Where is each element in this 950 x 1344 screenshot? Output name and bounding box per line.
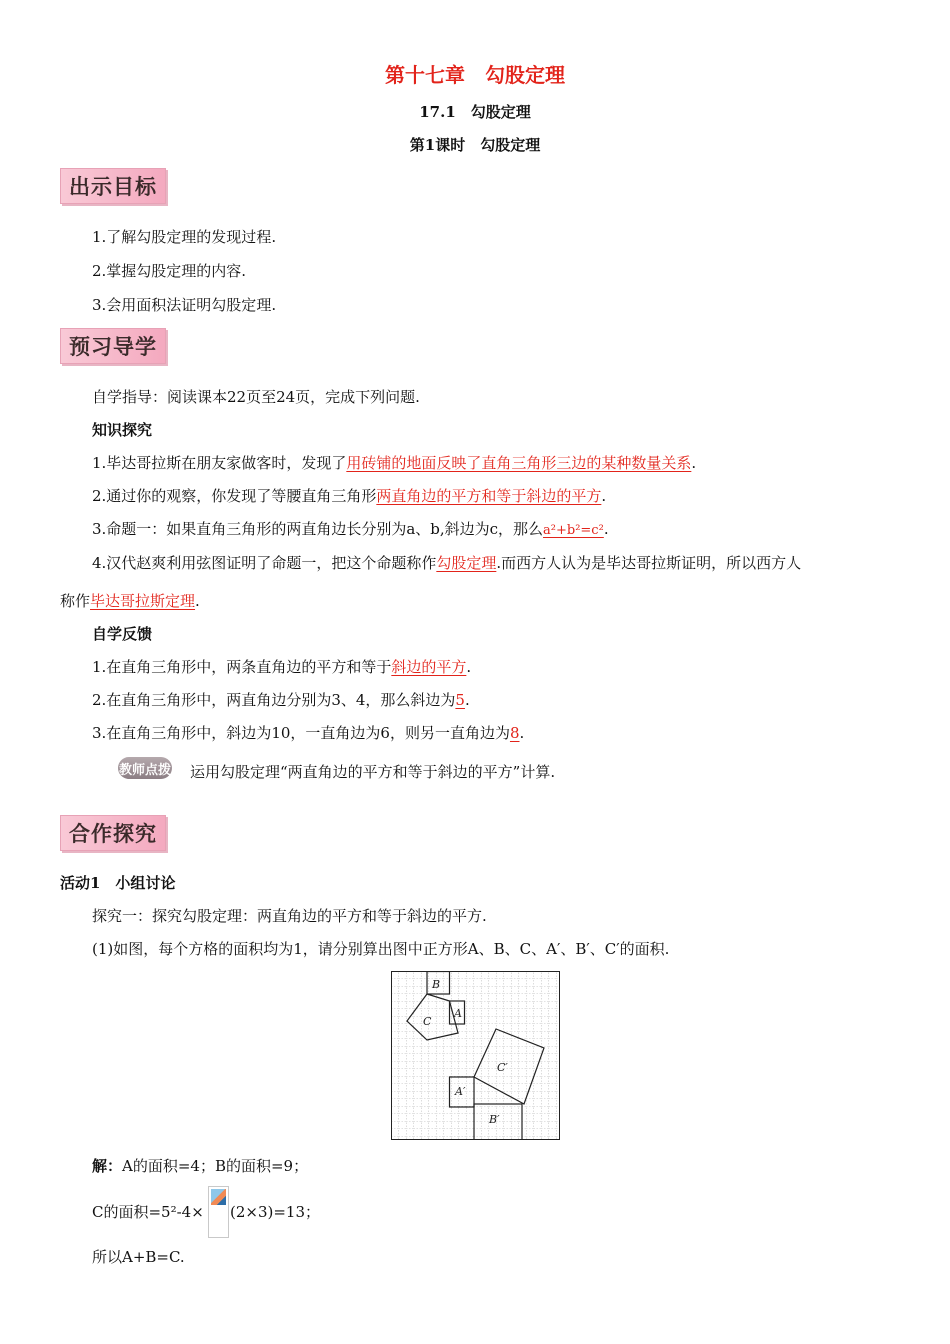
chapter-title: 第十七章 勾股定理 xyxy=(385,63,565,87)
question-text: 4.汉代赵爽利用弦图证明了命题一，把这个命题称作 xyxy=(92,554,437,572)
question-text: 称作 xyxy=(60,592,91,610)
label-a: A xyxy=(454,1007,462,1020)
answer-text: a²+b²=c² xyxy=(543,523,604,538)
feedback-item-1 xyxy=(92,657,471,677)
question-text: . xyxy=(691,454,697,472)
answer-text: 5 xyxy=(455,691,465,709)
knowledge-item-4 xyxy=(92,553,801,573)
question-text: . xyxy=(466,658,472,676)
answer-text: 两直角边的平方和等于斜边的平方 xyxy=(376,487,602,505)
lesson-title: 第1课时 勾股定理 xyxy=(409,136,541,154)
question-text: . xyxy=(195,592,200,610)
question-text: . xyxy=(601,487,607,505)
section-title: 17.1 勾股定理 xyxy=(419,103,531,121)
feedback-item-3 xyxy=(92,723,524,743)
label-a-prime: A′ xyxy=(455,1085,466,1098)
goal-item: 3.会用面积法证明勾股定理. xyxy=(92,296,277,314)
teacher-tip-text: 运用勾股定理“两直角边的平方和等于斜边的平方”计算. xyxy=(190,763,556,781)
answer-text: 用砖铺的地面反映了直角三角形三边的某种数量关系 xyxy=(346,454,692,472)
teacher-tip-badge: 教师点拨 xyxy=(118,757,172,779)
solution-line-3: 所以A+B=C. xyxy=(92,1248,185,1266)
question-text: . xyxy=(603,520,609,538)
fraction-image xyxy=(208,1186,229,1238)
solution-text: A的面积=4；B的面积=9； xyxy=(122,1157,309,1175)
preview-banner: 预习导学 xyxy=(60,328,166,364)
solution-line-2-pre: C的面积=5²-4× xyxy=(92,1203,204,1221)
question-text: . xyxy=(464,691,470,709)
study-guide: 自学指导：阅读课本22页至24页，完成下列问题. xyxy=(92,388,420,406)
answer-text: 勾股定理 xyxy=(436,554,497,572)
label-b-prime: B′ xyxy=(489,1113,500,1126)
feedback-heading: 自学反馈 xyxy=(92,625,153,643)
knowledge-heading: 知识探究 xyxy=(92,421,153,439)
question-text: 2.在直角三角形中，两直角边分别为3、4，那么斜边为 xyxy=(92,691,456,709)
answer-text: 毕达哥拉斯定理 xyxy=(90,592,196,610)
answer-text: 斜边的平方 xyxy=(391,658,467,676)
label-b: B xyxy=(432,978,441,991)
question-text: 2.通过你的观察，你发现了等腰直角三角形 xyxy=(92,487,377,505)
goal-item: 1.了解勾股定理的发现过程. xyxy=(92,228,277,246)
answer-text: 8 xyxy=(509,724,520,742)
knowledge-item-4-cont xyxy=(60,591,200,611)
grid-background xyxy=(392,972,560,1140)
knowledge-item-1 xyxy=(92,453,696,473)
grid-figure xyxy=(391,971,560,1140)
solution-line-2-post: (2×3)=13； xyxy=(230,1203,321,1221)
question-text: . xyxy=(519,724,525,742)
activity-heading: 活动1 小组讨论 xyxy=(60,874,176,892)
knowledge-item-2 xyxy=(92,486,606,506)
question-1: (1)如图，每个方格的面积均为1，请分别算出图中正方形A、B、C、A′、B′、C′的面积. xyxy=(92,940,670,958)
goal-item: 2.掌握勾股定理的内容. xyxy=(92,262,247,280)
inquiry-text: 探究一：探究勾股定理：两直角边的平方和等于斜边的平方. xyxy=(92,907,487,925)
goals-banner: 出示目标 xyxy=(60,168,166,204)
feedback-item-2 xyxy=(92,690,470,710)
question-text: 3.命题一：如果直角三角形的两直角边长分别为a、b,斜边为c，那么 xyxy=(92,520,544,538)
solution-line-1 xyxy=(92,1156,308,1176)
explore-banner: 合作探究 xyxy=(60,815,166,851)
label-c-prime: C′ xyxy=(497,1061,508,1074)
question-text: 1.毕达哥拉斯在朋友家做客时，发现了 xyxy=(92,454,347,472)
label-c: C xyxy=(423,1015,432,1028)
question-text: .而西方人认为是毕达哥拉斯证明，所以西方人 xyxy=(496,554,802,572)
image-placeholder-icon xyxy=(211,1189,226,1205)
question-text: 1.在直角三角形中，两条直角边的平方和等于 xyxy=(92,658,392,676)
knowledge-item-3 xyxy=(92,519,609,541)
solution-label: 解： xyxy=(92,1157,123,1175)
question-text: 3.在直角三角形中，斜边为10，一直角边为6，则另一直角边为 xyxy=(92,724,510,742)
